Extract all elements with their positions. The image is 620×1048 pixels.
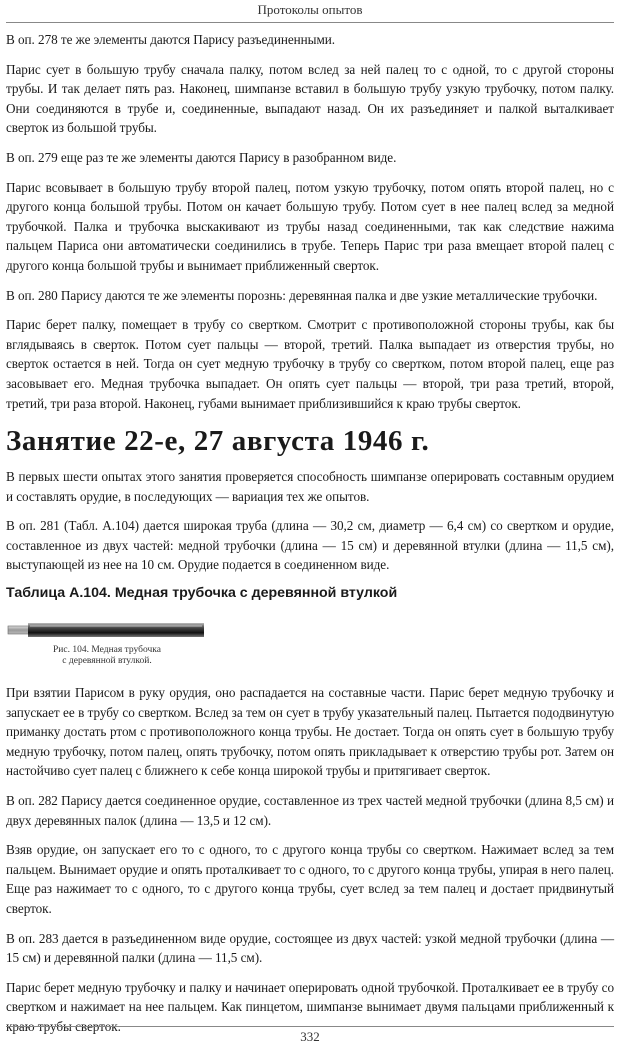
paragraph: В оп. 281 (Табл. А.104) дается широкая труба (длина — 30,2 см, диаметр — 6,4 см) со свертком и орудие, составленное из двух частей: медной трубочки (длина — 15 см) и деревянной втулки (длина — 11,5 см), выступающей из нее на 10 см. Орудие подается в соединенном виде. (6, 518, 614, 573)
running-header: Протоколы опытов (257, 2, 363, 17)
paragraph: В оп. 279 еще раз те же элементы даются Парису в разобранном виде. (6, 149, 397, 165)
paragraph: В первых шести опытах этого занятия проверяется способность шимпанзе оперировать составным орудием и составлять орудие, в последующих — вариация тех же опытов. (6, 469, 614, 504)
page-body (6, 26, 614, 1037)
paragraph: В оп. 283 дается в разъединенном виде орудие, состоящее из двух частей: узкой медной трубочки (длина — 15 см) и деревянной палки (длина — 11,5 см). (6, 930, 614, 966)
paragraph: В оп. 280 Парису даются те же элементы порознь: деревянная палка и две узкие металлические трубочки. (6, 287, 598, 303)
paragraph: В оп. 278 те же элементы даются Парису разъединенными. (6, 32, 336, 47)
paragraph: В оп. 282 Парису дается соединенное орудие, составленное из трех частей медной трубочки (длина 8,5 см) и двух деревянных палок (длина — 13,5 и 12 см). (6, 793, 614, 828)
paragraph: Парис сует в большую трубу сначала палку, потом вслед за ней палец то с одной, то с другой стороны трубы. И так делает пять раз. Наконец, шимпанзе вставил в большую трубу узкую трубочку, потом палку. Они соединяются в трубе и, соединенные, выпадают назад. Он их разъединяет и палкой выталкивает сверток из большой трубы. (6, 61, 614, 136)
figure-caption-line: Рис. 104. Медная трубочка (53, 645, 161, 656)
footer-rule (6, 1026, 614, 1027)
copper-tube-with-plug-illustration (6, 609, 206, 645)
figure-caption-line: с деревянной втулкой. (62, 656, 152, 667)
paragraph: При взятии Парисом в руку орудия, оно распадается на составные части. Парис берет медную трубочку и запускает ее в трубу со свертком. Вслед за тем он сует в трубу указательный палец. Пытается пододвинутую приманку достать ртом с противоположного конца трубы. Не достает. Тогда он опять сует в большую трубу медную трубочку, потом палец, опять трубочку, потом опять прикладывает к отверстию трубы рот. Затем он настойчиво сует палец с ближнего к себе конца широкой трубы и притягивает сверток. (6, 685, 614, 779)
figure-caption (32, 645, 182, 667)
table-title: Таблица А.104. Медная трубочка с деревянной втулкой (6, 585, 398, 602)
paragraph: Парис берет медную трубочку и палку и начинает оперировать одной трубочкой. Проталкивает ее в трубу со свертком и нажимает на нее пальцем. Как пинцетом, шимпанзе вынимает двумя пальцами приближенный к краю трубы сверток. (6, 979, 614, 1034)
chapter-title: Занятие 22-е, 27 августа 1946 г. (6, 425, 430, 458)
paragraph: Парис берет палку, помещает в трубу со свертком. Смотрит с противоположной стороны трубы, как бы вглядываясь в сверток. Потом сует пальцы — второй, третий. Палка выпадает из отверстия трубы, но сверток остается в ней. Тогда он сует медную трубочку в трубу со свертком, потом второй палец, еще раз засовывает его. Медная трубочка выпадает. Он опять сует пальцы — второй, три раза третий, второй, третий, три раза второй. Наконец, губами вынимает приблизившийся к краю трубы сверток. (6, 317, 614, 411)
paragraph: Взяв орудие, он запускает его то с одного, то с другого конца трубы со свертком. Нажимает вслед за тем пальцем. Вынимает орудие и опять проталкивает то с одного, то с другого конца трубы, упирая в него палец. Еще раз нажимает то с одного, то с другого конца трубы, сует вслед за тем палец и достает придвинутый сверток. (6, 842, 614, 916)
header-rule (6, 22, 614, 23)
figure (6, 609, 614, 677)
paragraph: Парис всовывает в большую трубу второй палец, потом узкую трубочку, потом опять второй палец, но с другого конца большой трубы. Потом он качает большую трубу. Потом сует в нее палец вслед за медной трубочкой. Палка и трубочка выскакивают из трубы назад соединенными, так как следствие нажима пальцем Париса они автоматически соединились в трубе. Теперь Парис три раза вмещает второй палец с другого конца большой трубы и вынимает приближенный сверток. (6, 179, 614, 273)
page-number: 332 (300, 1029, 320, 1044)
